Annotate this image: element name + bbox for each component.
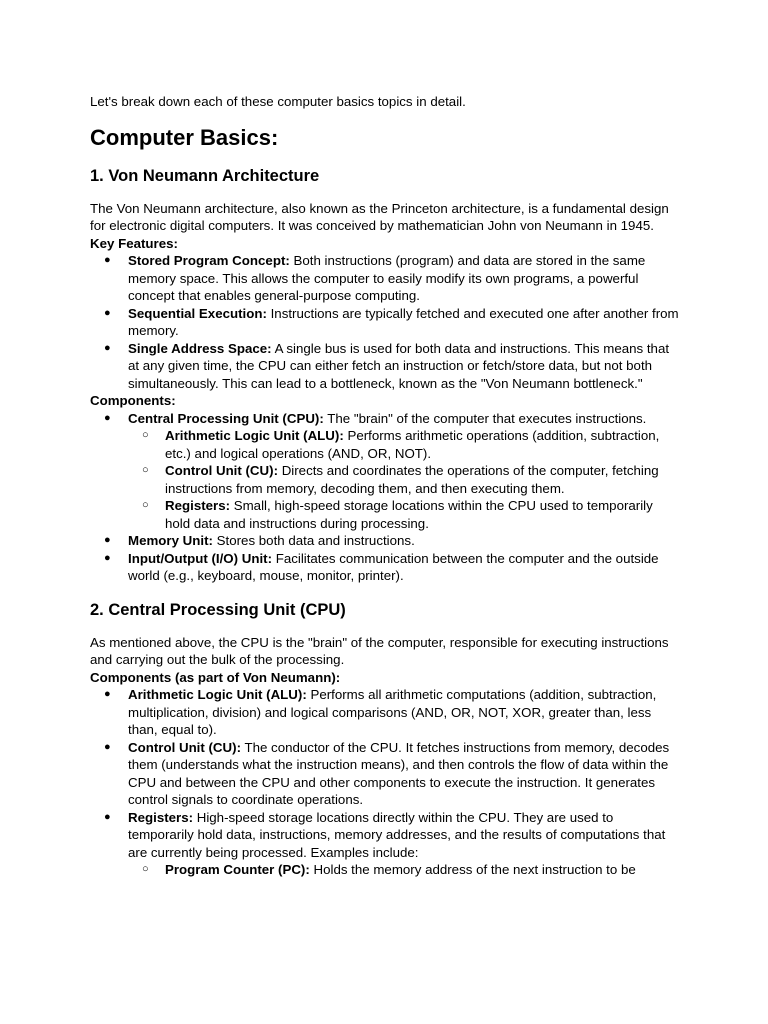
sub-list-item [128, 462, 680, 497]
item-term: Central Processing Unit (CPU): [128, 410, 324, 426]
item-term: Control Unit (CU): [128, 739, 241, 755]
bullet-icon: ● [104, 306, 111, 319]
sub-list-item [128, 427, 680, 462]
item-text: Facilitates communication between the computer and the outside world (e.g., keyboard, mouse, monitor, printer). [128, 550, 659, 583]
page-title: Computer Basics: [90, 124, 279, 150]
list-item [90, 532, 680, 550]
hollow-bullet-icon: ○ [142, 464, 149, 476]
item-term: Registers: [128, 809, 194, 825]
section-heading: 1. Von Neumann Architecture [90, 166, 320, 185]
section-paragraph: The Von Neumann architecture, also known as the Princeton architecture, is a fundamental design for electronic digital computers. It was conceived by mathematician John von Neumann in 1945. [90, 200, 669, 233]
item-term: Arithmetic Logic Unit (ALU): [165, 428, 344, 443]
intro-text: Let's break down each of these computer basics topics in detail. [90, 94, 466, 109]
bullet-icon: ● [104, 534, 111, 546]
list-item [90, 305, 680, 340]
item-term: Stored Program Concept: [128, 253, 290, 268]
item-term: Registers: [165, 498, 231, 513]
components-list [90, 686, 680, 879]
hollow-bullet-icon: ○ [142, 429, 149, 441]
section-heading: 2. Central Processing Unit (CPU) [90, 600, 346, 619]
bullet-icon: ● [104, 551, 111, 564]
list-item [90, 550, 680, 585]
bullet-icon: ● [104, 411, 111, 424]
item-term: Single Address Space: [128, 340, 272, 356]
key-features-label: Key Features: [90, 235, 178, 251]
item-term: Control Unit (CU): [165, 463, 278, 478]
key-features-list [90, 252, 680, 392]
bullet-icon: ● [104, 688, 111, 700]
item-text: Stores both data and instructions. [212, 533, 415, 548]
bullet-icon: ● [104, 341, 111, 354]
item-text: Directs and coordinates the operations of the computer, fetching instructions from memory, decoding them, and then executing them. [165, 463, 659, 496]
section-cpu [90, 600, 680, 879]
item-text: The "brain" of the computer that executes instructions. [323, 410, 647, 426]
list-item [90, 410, 680, 533]
item-term: Arithmetic Logic Unit (ALU): [128, 687, 307, 702]
item-text: Instructions are typically fetched and executed one after another from memory. [128, 305, 679, 338]
section-von-neumann [90, 166, 680, 585]
components-label: Components: [90, 393, 176, 408]
hollow-bullet-icon: ○ [142, 499, 149, 511]
components-label: Components (as part of Von Neumann): [90, 669, 341, 685]
sub-list [128, 427, 680, 532]
sub-list-item [128, 861, 680, 879]
bullet-icon: ● [104, 810, 111, 823]
item-text: A single bus is used for both data and instructions. This means that at any given time, the CPU can either fetch an instruction or fetch/store data, but not both simultaneously. This can lead to a bottleneck, known as the "Von Neumann bottleneck." [128, 340, 670, 391]
item-text: Performs arithmetic operations (addition, subtraction, etc.) and logical operations (AND, OR, NOT). [165, 428, 660, 461]
item-text: Small, high-speed storage locations within the CPU used to temporarily hold data and instructions during processing. [165, 498, 653, 531]
item-text: Holds the memory address of the next instruction to be [309, 862, 636, 877]
list-item [90, 340, 680, 393]
bullet-icon: ● [104, 254, 111, 266]
list-item [90, 739, 680, 809]
item-text: Performs all arithmetic computations (addition, subtraction, multiplication, division) and logical comparisons (AND, OR, NOT, XOR, greater than, less than, equal to). [128, 687, 657, 737]
sub-list [128, 861, 680, 879]
hollow-bullet-icon: ○ [142, 863, 149, 875]
list-item [90, 252, 680, 305]
item-text: High-speed storage locations directly within the CPU. They are used to temporarily hold data, instructions, memory addresses, and the results of computations that are currently being processed. Examples include: [128, 809, 666, 860]
item-text: The conductor of the CPU. It fetches instructions from memory, decodes them (understands what the instruction means), and then controls the flow of data within the CPU and between the CPU and other components to execute the instruction. It generates control signals to coordinate operations. [128, 739, 670, 807]
item-term: Program Counter (PC): [165, 862, 310, 877]
bullet-icon: ● [104, 740, 111, 753]
item-term: Memory Unit: [128, 533, 213, 548]
list-item [90, 686, 680, 739]
item-term: Input/Output (I/O) Unit: [128, 550, 272, 566]
sub-list-item [128, 497, 680, 532]
section-paragraph: As mentioned above, the CPU is the "brain" of the computer, responsible for executing instructions and carrying out the bulk of the processing. [90, 634, 669, 667]
components-list [90, 410, 680, 585]
item-term: Sequential Execution: [128, 305, 267, 321]
list-item [90, 809, 680, 879]
item-text: Both instructions (program) and data are stored in the same memory space. This allows the computer to easily modify its own programs, a powerful concept that enables general-purpose computing. [128, 253, 646, 303]
